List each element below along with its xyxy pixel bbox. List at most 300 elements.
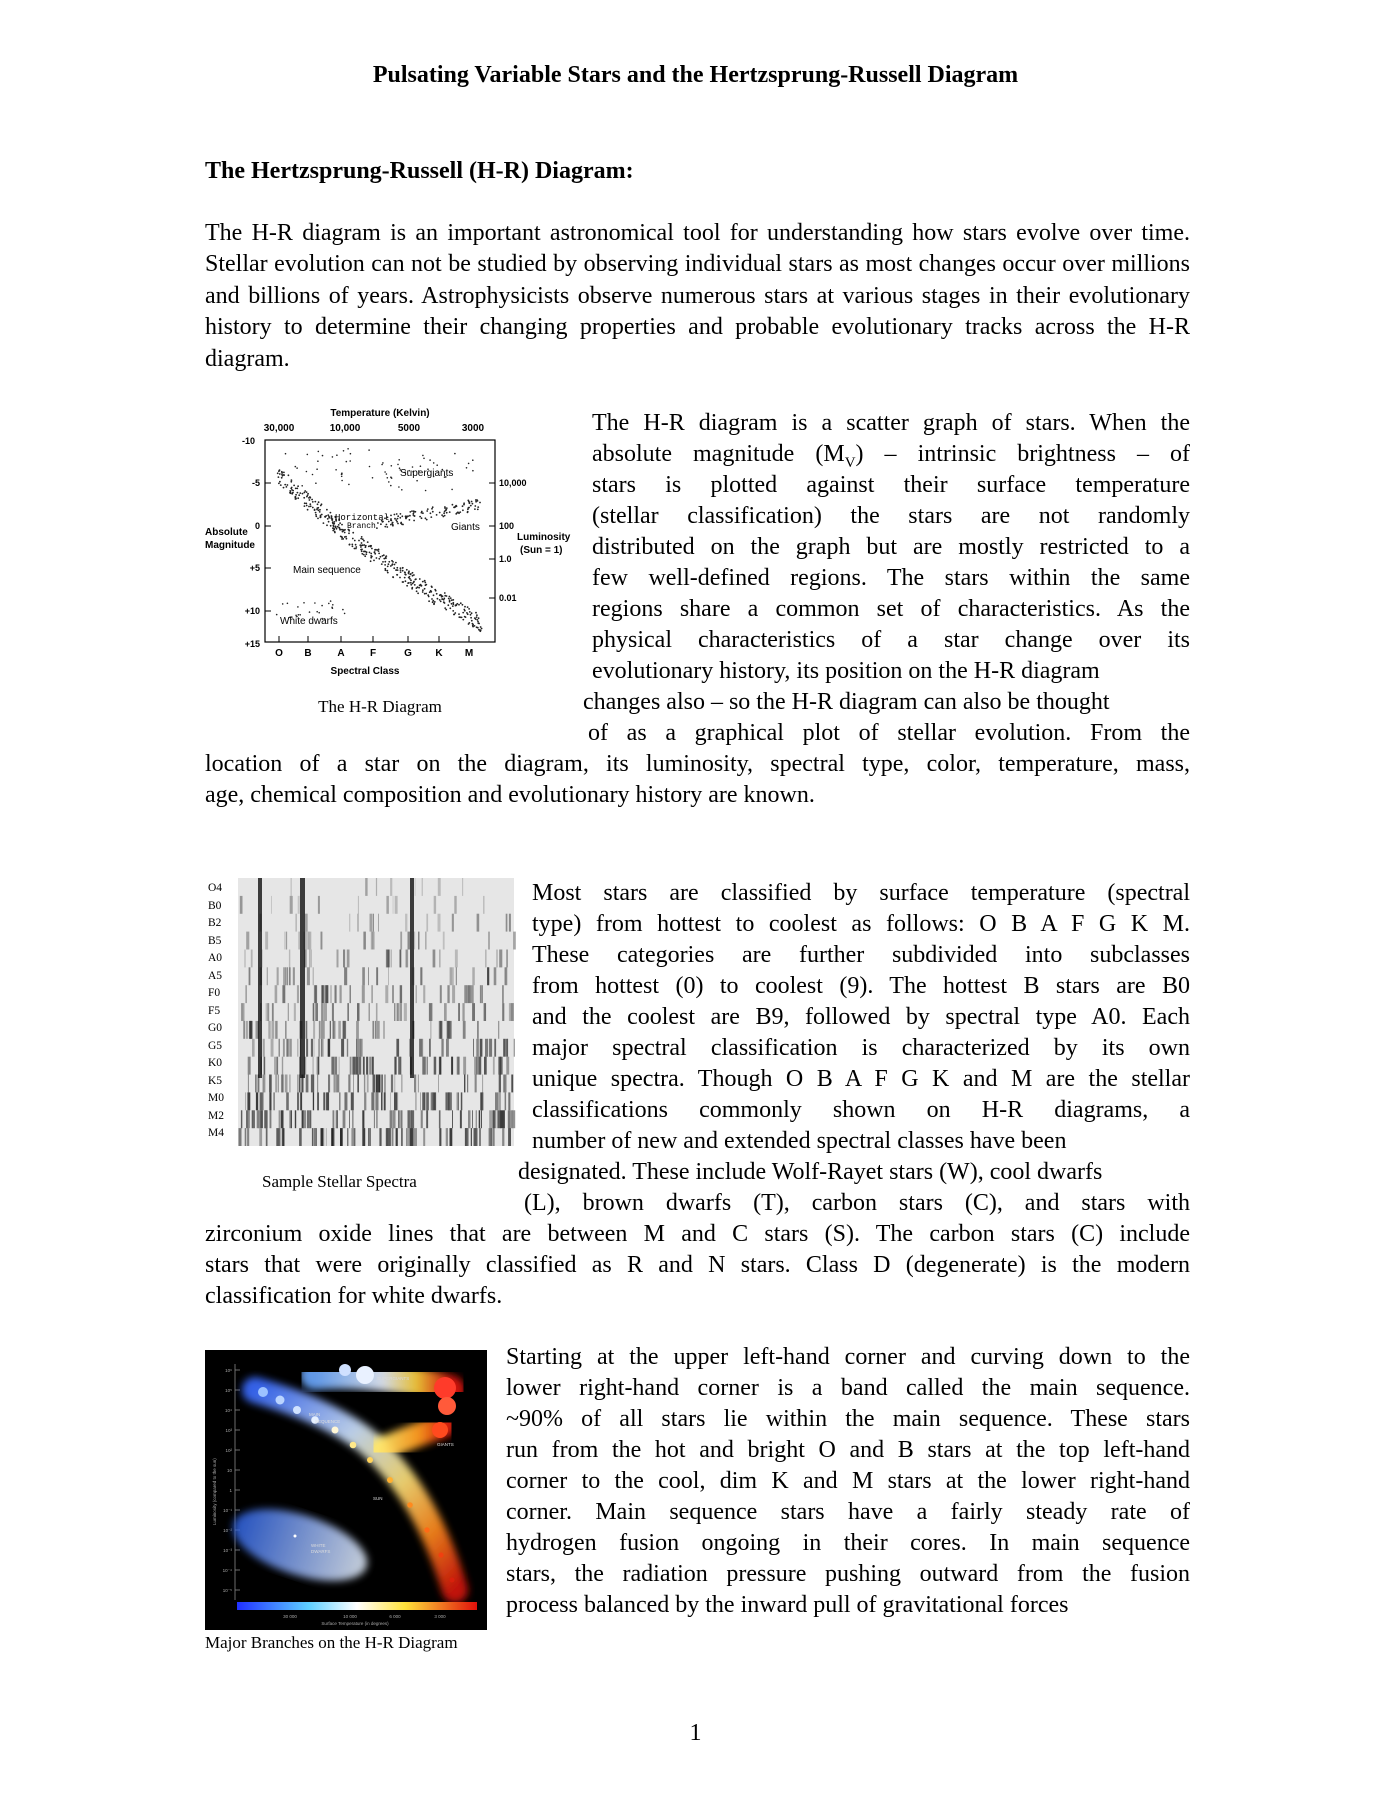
absorption-line xyxy=(306,1039,308,1057)
absorption-line xyxy=(267,1003,269,1021)
hr-star-dot xyxy=(332,604,334,606)
intro-paragraph: The H-R diagram is an important astronomical tool for understanding how stars evolve over time. Stellar evolution can not be studied by observing individual stars as most changes occur over millions and billions of years. Astrophysicists observe numerous stars at various stages in their evolutionary history to determine their changing properties and probable evolutionary tracks across the H-R diagram. xyxy=(205,220,1190,372)
absorption-line xyxy=(384,1021,385,1039)
absorption-line xyxy=(475,1075,477,1093)
absorption-line xyxy=(250,1021,253,1039)
absorption-line xyxy=(256,1021,259,1039)
para4-line: ~90% of all stars lie within the main sequence. These stars xyxy=(506,1406,1190,1432)
hr-star-dot xyxy=(342,609,344,611)
hr-star-dot xyxy=(385,555,387,557)
hr-star-dot xyxy=(391,560,393,562)
absorption-line xyxy=(369,1003,370,1021)
hr-star-dot xyxy=(454,612,456,614)
absorption-line xyxy=(488,932,490,950)
hr-star-dot xyxy=(479,502,481,504)
absorption-line xyxy=(497,1110,500,1128)
luminosity-label: Luminosity xyxy=(517,532,571,543)
sun-label: SUN xyxy=(373,1496,383,1501)
absorption-line xyxy=(390,1110,393,1128)
spectral-tick: B xyxy=(304,648,312,659)
hr-star-dot xyxy=(386,473,388,475)
absorption-line xyxy=(245,1092,246,1110)
hr-star-dot xyxy=(385,569,387,571)
absorption-line xyxy=(266,1128,268,1146)
absorption-line xyxy=(483,896,484,914)
para4-line: lower right-hand corner is a band called the main sequence. xyxy=(506,1375,1190,1401)
hr-star-dot xyxy=(452,504,454,506)
hr-star-dot xyxy=(341,473,343,475)
absorption-line xyxy=(376,878,377,896)
absorption-line xyxy=(376,1110,378,1128)
hr-star-dot xyxy=(410,573,412,575)
absorption-line xyxy=(502,985,503,1003)
absorption-line xyxy=(319,1021,320,1039)
absorption-line xyxy=(500,1057,503,1075)
absorption-line xyxy=(485,1039,488,1057)
hr-star-dot xyxy=(418,587,420,589)
hr-star-dot xyxy=(390,518,392,520)
major-branches-svg xyxy=(205,1350,487,1630)
absorption-line xyxy=(240,896,243,914)
hr-star-dot xyxy=(424,588,426,590)
para2-line: few well-defined regions. The stars within the same xyxy=(592,565,1190,591)
para3-line: These categories are further subdivided into subclasses xyxy=(532,942,1190,968)
hr-star-dot xyxy=(432,600,434,602)
absorption-line xyxy=(285,1021,286,1039)
para3-line: (L), brown dwarfs (T), carbon stars (C), and stars with xyxy=(524,1190,1190,1216)
hr-star-dot xyxy=(320,505,322,507)
absorption-line xyxy=(343,1021,344,1039)
hr-star-dot xyxy=(452,602,454,604)
hr-star-dot xyxy=(390,485,392,487)
hr-star-dot xyxy=(344,613,346,615)
hr-star-dot xyxy=(422,581,424,583)
hr-star-dot xyxy=(468,608,470,610)
absorption-line xyxy=(285,1075,288,1093)
absorption-line xyxy=(373,914,374,932)
hr-star-dot xyxy=(431,598,433,600)
lum-tick: 10⁶ xyxy=(225,1368,232,1373)
absorption-line xyxy=(297,985,299,1003)
absorption-line xyxy=(289,1039,292,1057)
absorption-line xyxy=(363,967,365,985)
absorption-line xyxy=(373,1075,376,1093)
hr-star-dot xyxy=(463,504,465,506)
hr-star-dot xyxy=(434,601,436,603)
absorption-line xyxy=(479,1110,480,1128)
absorption-line xyxy=(400,1003,403,1021)
absorption-line xyxy=(507,1039,508,1057)
absorption-line xyxy=(484,1057,487,1075)
absorption-line xyxy=(248,1110,249,1128)
hr-star-dot xyxy=(290,481,292,483)
absorption-line xyxy=(296,914,297,932)
hr-star-dot xyxy=(303,497,305,499)
hr-star-dot xyxy=(443,512,445,514)
hr-star-dot xyxy=(318,501,320,503)
hr-star-dot xyxy=(467,606,469,608)
hr-star-dot xyxy=(306,505,308,507)
hr-star-dot xyxy=(314,509,316,511)
hr-star-dot xyxy=(413,511,415,513)
absorption-line xyxy=(410,1128,413,1146)
hr-star-dot xyxy=(378,558,380,560)
hr-star-dot xyxy=(319,511,321,513)
hr-star-dot xyxy=(349,460,351,462)
para3-line: unique spectra. Though O B A F G K and M are the stellar xyxy=(532,1066,1190,1092)
hr-star-dot xyxy=(335,469,337,471)
absorption-line xyxy=(289,1110,290,1128)
absorption-line xyxy=(487,967,489,985)
absorption-line xyxy=(295,1110,296,1128)
hr-star-dot xyxy=(409,515,411,517)
hr-star-dot xyxy=(347,448,349,450)
absorption-line xyxy=(475,1128,478,1146)
hr-star-dot xyxy=(478,617,480,619)
hr-star-dot xyxy=(452,605,454,607)
absorption-line xyxy=(246,1021,248,1039)
spectral-title: Spectral Class xyxy=(330,666,400,677)
hr-star-dot xyxy=(306,491,308,493)
absorption-line xyxy=(463,1021,466,1039)
hr-star-dot xyxy=(468,622,470,624)
dwarfs-label: DWARFS xyxy=(311,1549,331,1554)
absorption-line xyxy=(431,1092,434,1110)
para2-line: evolutionary history, its position on the H-R diagram xyxy=(592,658,1100,684)
hr-star-dot xyxy=(381,563,383,565)
hr-star-dot xyxy=(395,519,397,521)
absorption-line xyxy=(364,1075,365,1093)
hr-star-dot xyxy=(394,518,396,520)
hr-star-dot xyxy=(332,530,334,532)
hr-star-dot xyxy=(326,524,328,526)
hr-star-dot xyxy=(462,509,464,511)
absorption-line xyxy=(373,1021,374,1039)
hr-star-dot xyxy=(338,524,340,526)
hr-star-dot xyxy=(394,514,396,516)
hr-star-dot xyxy=(378,549,380,551)
hr-star-dot xyxy=(331,607,333,609)
absorption-line xyxy=(364,1092,366,1110)
hr-star-dot xyxy=(325,515,327,517)
absorption-line xyxy=(313,1021,315,1039)
lum-tick: 10⁻³ xyxy=(223,1548,232,1553)
hr-star-dot xyxy=(282,603,284,605)
absorption-line xyxy=(286,932,287,950)
hr-star-dot xyxy=(370,553,372,555)
absorption-line xyxy=(394,1057,396,1075)
absorption-line xyxy=(390,1092,391,1110)
hr-star-dot xyxy=(346,461,348,463)
absorption-line xyxy=(466,985,469,1003)
hr-star-dot xyxy=(289,490,291,492)
hr-star-dot xyxy=(292,490,294,492)
absorption-line xyxy=(372,1092,375,1110)
lum-tick: 10⁻⁵ xyxy=(222,1588,232,1593)
absorption-line xyxy=(370,1128,371,1146)
hr-star-dot xyxy=(467,512,469,514)
hr-star-dot xyxy=(348,484,350,486)
absorption-line xyxy=(331,1057,334,1075)
absorption-line xyxy=(422,878,423,896)
absorption-line xyxy=(314,1039,315,1057)
absorption-line xyxy=(506,950,507,968)
hr-star-dot xyxy=(462,619,464,621)
absorption-line xyxy=(422,1039,423,1057)
absorption-line xyxy=(264,1110,267,1128)
hr-star-dot xyxy=(315,512,317,514)
hr-star-dot xyxy=(341,476,343,478)
absorption-line xyxy=(463,1057,466,1075)
hr-star-dot xyxy=(312,507,314,509)
hr-star-dot xyxy=(399,577,401,579)
absorption-line xyxy=(343,1110,346,1128)
hr-star-dot xyxy=(441,514,443,516)
absorption-line xyxy=(376,1075,377,1093)
absorption-line xyxy=(255,1075,256,1093)
absorption-line xyxy=(395,1075,396,1093)
absorption-line xyxy=(285,932,286,950)
hr-star-dot xyxy=(425,517,427,519)
absorption-line xyxy=(345,1092,347,1110)
absorption-line xyxy=(495,1110,496,1128)
absorption-line xyxy=(244,950,245,968)
hr-star-dot xyxy=(337,526,339,528)
hr-star-dot xyxy=(475,612,477,614)
absorption-line xyxy=(376,1003,378,1021)
hr-star-dot xyxy=(314,602,316,604)
hr-star-dot xyxy=(396,567,398,569)
hr-star-dot xyxy=(420,465,422,467)
absorption-line xyxy=(312,1128,313,1146)
hr-star-dot xyxy=(360,538,362,540)
absorption-line xyxy=(317,1092,319,1110)
luminosity-label: (Sun = 1) xyxy=(520,545,563,556)
absorption-line xyxy=(357,1075,359,1093)
absorption-line xyxy=(343,950,345,968)
absorption-line xyxy=(423,1128,425,1146)
hr-star-dot xyxy=(439,594,441,596)
hr-star-dot xyxy=(477,621,479,623)
absorption-line xyxy=(400,932,402,950)
giants-label: Giants xyxy=(451,522,480,533)
para3-line: from hottest (0) to coolest (9). The hottest B stars are B0 xyxy=(532,973,1190,999)
absorption-line xyxy=(313,1092,314,1110)
absorption-line xyxy=(505,1092,507,1110)
absorption-line xyxy=(368,967,369,985)
absorption-line xyxy=(397,1003,399,1021)
hr-star-dot xyxy=(435,590,437,592)
hr-star-dot xyxy=(278,483,280,485)
hr-star-dot xyxy=(319,516,321,518)
absorption-line xyxy=(248,1057,251,1075)
hr-star-dot xyxy=(436,593,438,595)
absorption-line xyxy=(498,1092,501,1110)
absorption-line xyxy=(498,1021,499,1039)
hr-star-dot xyxy=(454,453,456,455)
absorption-line xyxy=(476,1110,477,1128)
hr-star-dot xyxy=(480,626,482,628)
hr-star-dot xyxy=(365,553,367,555)
absorption-line xyxy=(298,932,300,950)
absorption-line xyxy=(509,914,511,932)
hr-star-dot xyxy=(470,505,472,507)
absorption-line xyxy=(272,1003,274,1021)
absorption-line xyxy=(485,950,486,968)
absorption-line xyxy=(355,1057,358,1075)
hr-star-dot xyxy=(304,502,306,504)
absorption-line xyxy=(384,1092,386,1110)
hr-star-dot xyxy=(449,596,451,598)
spectral-type-label: F0 xyxy=(208,987,221,999)
hr-star-dot xyxy=(277,472,279,474)
hr-star-dot xyxy=(404,574,406,576)
hr-star-dot xyxy=(398,486,400,488)
temp-tick: 30 000 xyxy=(283,1614,297,1619)
hr-star-dot xyxy=(391,522,393,524)
absorption-line xyxy=(294,1003,296,1021)
hr-star-dot xyxy=(332,456,334,458)
hr-star-dot xyxy=(397,464,399,466)
absorption-line xyxy=(354,1128,356,1146)
hr-star-dot xyxy=(387,566,389,568)
hr-star-dot xyxy=(309,499,311,501)
absorption-line xyxy=(394,1092,397,1110)
hr-star-dot xyxy=(474,508,476,510)
absorption-line xyxy=(450,967,453,985)
hr-star-dot xyxy=(410,584,412,586)
absorption-line xyxy=(446,1092,447,1110)
para3-line: classifications commonly shown on H-R diagrams, a xyxy=(532,1097,1190,1123)
absorption-line xyxy=(330,1021,331,1039)
absorption-line xyxy=(313,967,314,985)
hr-star-dot xyxy=(309,503,311,505)
absorption-line xyxy=(454,896,456,914)
hr-star-dot xyxy=(468,507,470,509)
hr-star-dot xyxy=(363,554,365,556)
hr-diagram-caption: The H-R Diagram xyxy=(318,697,442,716)
hr-star-dot xyxy=(439,512,441,514)
lum-tick: 10⁻¹ xyxy=(223,1508,232,1513)
hr-star-dot xyxy=(362,544,364,546)
hr-star-dot xyxy=(476,614,478,616)
hr-star-dot xyxy=(386,526,388,528)
absorption-line xyxy=(457,1057,459,1075)
absorption-line xyxy=(362,1110,364,1128)
spectral-type-label: B5 xyxy=(208,934,222,947)
absorption-line xyxy=(489,1039,492,1057)
absorption-line xyxy=(401,1128,403,1146)
absorption-line xyxy=(290,896,293,914)
hr-star-dot xyxy=(304,505,306,507)
para3-line: stars that were originally classified as R and N stars. Class D (degenerate) is the modern xyxy=(205,1252,1190,1278)
absorption-line xyxy=(305,914,307,932)
absorption-line xyxy=(456,967,457,985)
hr-star-dot xyxy=(307,454,309,456)
absorption-line xyxy=(464,1075,465,1093)
temp-tick: 10 000 xyxy=(343,1614,357,1619)
hr-star-dot xyxy=(384,471,386,473)
hr-star-dot xyxy=(477,509,479,511)
absorption-line xyxy=(321,1128,324,1146)
absorption-line xyxy=(279,1110,281,1128)
absorption-line xyxy=(360,1039,363,1057)
absorption-line xyxy=(319,1039,320,1057)
hr-star-dot xyxy=(293,485,295,487)
hr-star-dot xyxy=(424,593,426,595)
absorption-line xyxy=(311,950,312,968)
hr-star-dot xyxy=(380,556,382,558)
absorption-line xyxy=(349,1110,350,1128)
absorption-line xyxy=(286,1092,289,1110)
hr-star-dot xyxy=(316,468,318,470)
magnitude-tick: +10 xyxy=(244,606,260,616)
para4-line: corner to the cool, dim K and M stars at the lower right-hand xyxy=(506,1468,1190,1494)
hr-star-dot xyxy=(306,496,308,498)
absorption-line xyxy=(278,1075,279,1093)
horizontal-branch-label: Horizontal xyxy=(335,513,390,523)
absorption-line xyxy=(261,1092,264,1110)
hr-star-dot xyxy=(421,511,423,513)
para2-line: (stellar classification) the stars are not randomly xyxy=(592,503,1190,529)
absorption-line xyxy=(313,1075,314,1093)
hr-star-dot xyxy=(466,612,468,614)
absorption-line xyxy=(265,932,268,950)
absorption-line xyxy=(443,932,445,950)
absorption-line xyxy=(347,950,350,968)
hr-star-dot xyxy=(355,546,357,548)
absorption-line xyxy=(419,1039,422,1057)
hr-star-dot xyxy=(316,509,318,511)
hr-star-dot xyxy=(452,610,454,612)
absorption-line xyxy=(499,950,502,968)
absorption-line xyxy=(439,1057,442,1075)
hr-star-dot xyxy=(472,626,474,628)
hr-star-dot xyxy=(423,458,425,460)
spectral-type-label: K0 xyxy=(208,1057,223,1069)
absorption-line xyxy=(339,1057,340,1075)
absorption-line xyxy=(457,1092,458,1110)
hr-star-dot xyxy=(328,603,330,605)
hr-star-dot xyxy=(475,499,477,501)
absorption-line xyxy=(503,1110,505,1128)
absorption-line xyxy=(452,985,455,1003)
absorption-line xyxy=(441,1039,443,1057)
absorption-line xyxy=(313,1003,315,1021)
absorption-line xyxy=(505,967,507,985)
absorption-line xyxy=(239,1128,242,1146)
hr-star-dot xyxy=(321,605,323,607)
absorption-line xyxy=(423,1057,426,1075)
hr-star-dot xyxy=(390,565,392,567)
absorption-line xyxy=(293,967,295,985)
hr-star-dot xyxy=(430,512,432,514)
absorption-line xyxy=(246,1110,247,1128)
hr-star-dot xyxy=(424,582,426,584)
hr-star-dot xyxy=(286,486,288,488)
absorption-line xyxy=(500,1110,503,1128)
absorption-line xyxy=(484,1003,487,1021)
hr-star-dot xyxy=(396,521,398,523)
hr-star-dot xyxy=(341,480,343,482)
hr-star-dot xyxy=(474,505,476,507)
hr-star-dot xyxy=(315,516,317,518)
absorption-line xyxy=(499,1075,501,1093)
spectra-caption: Sample Stellar Spectra xyxy=(262,1172,417,1191)
hr-star-dot xyxy=(397,518,399,520)
spectral-type-label: B2 xyxy=(208,917,222,929)
absorption-line xyxy=(481,985,483,1003)
